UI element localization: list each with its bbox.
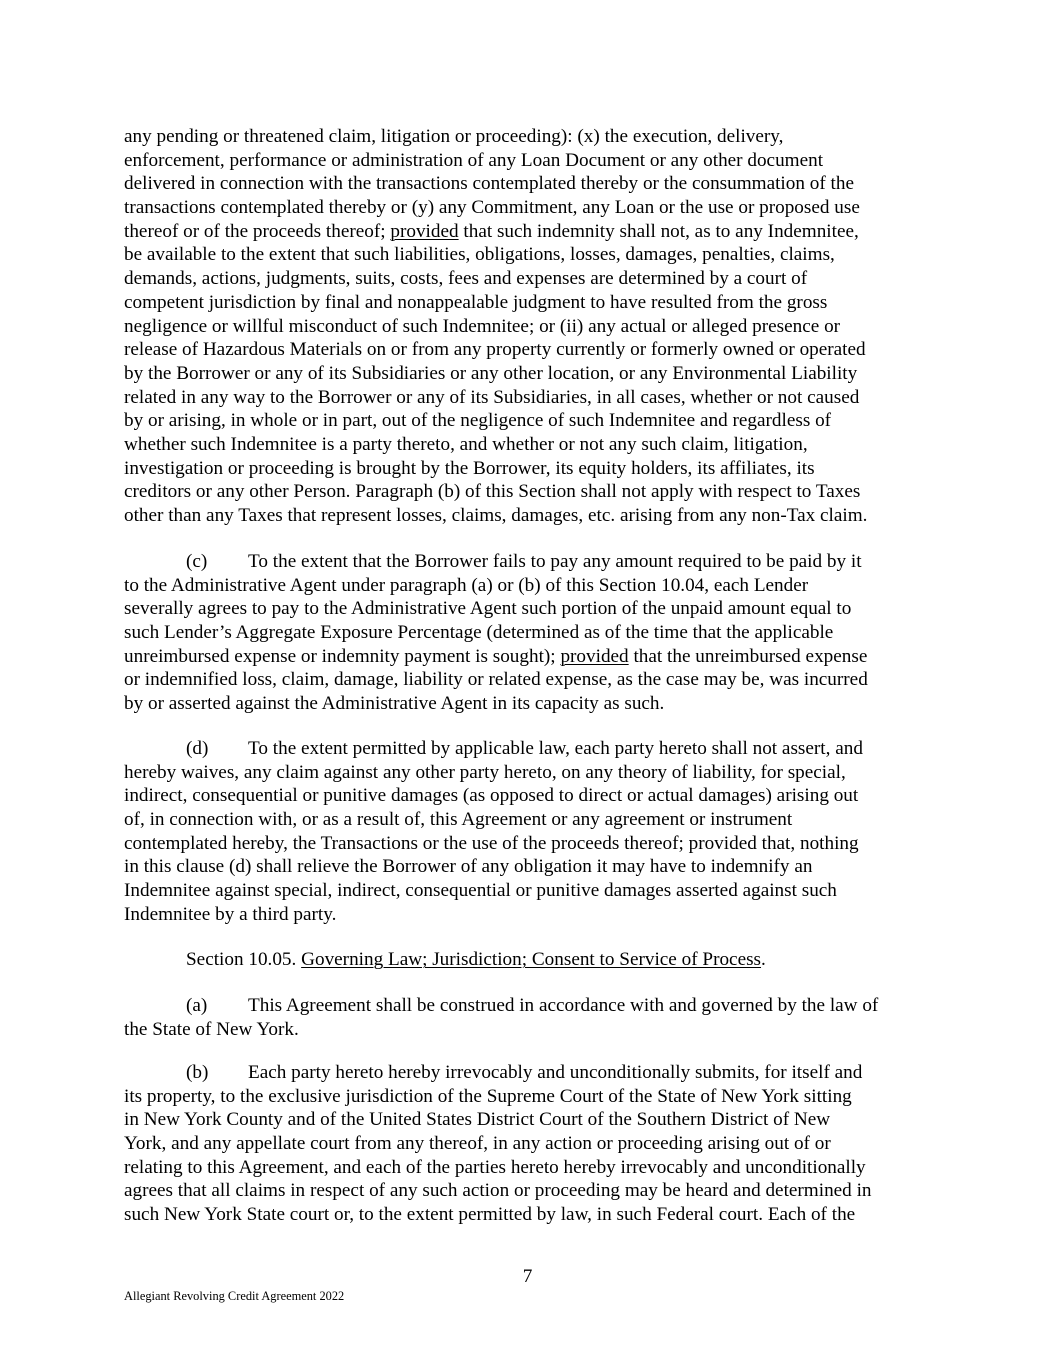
clause-label: (d) [186, 738, 209, 759]
section-title: Governing Law; Jurisdiction; Consent to Service of Process [301, 949, 762, 970]
text-fragment: that the unreimbursed expense [628, 645, 868, 667]
paragraph-a [124, 994, 954, 1041]
paragraph-b-jurisdiction [124, 1061, 954, 1227]
text-line [124, 550, 954, 574]
text-line: any pending or threatened claim, litigation or proceeding): (x) the execution, delivery, [124, 126, 784, 147]
text-line: by the Borrower or any of its Subsidiaries or any other location, or any Environmental Liability [124, 362, 858, 384]
text-line: severally agrees to pay to the Administrative Agent such portion of the unpaid amount equal to [124, 598, 852, 620]
text-line: contemplated hereby, the Transactions or the use of the proceeds thereof; provided that, nothing [124, 832, 859, 854]
text-line: in this clause (d) shall relieve the Borrower of any obligation it may have to indemnify an [124, 856, 813, 878]
text-fragment: To the extent that the Borrower fails to pay any amount required to be paid by it [248, 551, 862, 572]
text-line: or indemnified loss, claim, damage, liability or related expense, as the case may be, was incurred [124, 669, 868, 691]
text-line [124, 220, 954, 244]
text-line: by or asserted against the Administrative Agent in its capacity as such. [124, 693, 665, 715]
text-line: relating to this Agreement, and each of the parties hereto hereby irrevocably and unconditionally [124, 1156, 866, 1178]
text-line: release of Hazardous Materials on or from any property currently or formerly owned or operated [124, 339, 866, 361]
text-line: agrees that all claims in respect of any such action or proceeding may be heard and determined in [124, 1180, 872, 1202]
text-line: be available to the extent that such liabilities, obligations, losses, damages, penalties, claims, [124, 244, 835, 266]
clause-label: (a) [186, 995, 208, 1016]
text-line: its property, to the exclusive jurisdiction of the Supreme Court of the State of New York sitting [124, 1085, 852, 1107]
page-number: 7 [522, 1266, 533, 1287]
text-line: indirect, consequential or punitive damages (as opposed to direct or actual damages) arising out [124, 785, 859, 807]
text-line: related in any way to the Borrower or any of its Subsidiaries, in all cases, whether or not caused [124, 386, 860, 408]
text-line [124, 948, 954, 972]
text-line: transactions contemplated thereby or (y) any Commitment, any Loan or the use or proposed use [124, 197, 860, 219]
text-line: negligence or willful misconduct of such Indemnitee; or (ii) any actual or alleged presence or [124, 315, 841, 337]
text-fragment: . [761, 949, 766, 970]
paragraph-b-continuation [124, 125, 954, 528]
text-fragment: that such indemnity shall not, as to any Indemnitee, [458, 220, 859, 242]
text-line: in New York County and of the United States District Court of the Southern District of New [124, 1109, 831, 1131]
section-number: Section 10.05. [186, 949, 302, 970]
paragraph-c [124, 550, 954, 716]
text-fragment: Each party hereto hereby irrevocably and unconditionally submits, for itself and [248, 1062, 863, 1083]
text-line: such New York State court or, to the extent permitted by law, in such Federal court. Each of the [124, 1204, 856, 1226]
text-line: whether such Indemnitee is a party thereto, and whether or not any such claim, litigation, [124, 433, 808, 455]
text-line: competent jurisdiction by final and nonappealable judgment to have resulted from the gross [124, 291, 828, 313]
text-line: to the Administrative Agent under paragraph (a) or (b) of this Section 10.04, each Lender [124, 574, 809, 596]
text-line: of, in connection with, or as a result of, this Agreement or any agreement or instrument [124, 809, 793, 831]
text-line: enforcement, performance or administration of any Loan Document or any other document [124, 149, 824, 171]
text-line: hereby waives, any claim against any other party hereto, on any theory of liability, for special, [124, 761, 846, 783]
text-fragment: This Agreement shall be construed in accordance with and governed by the law of [248, 995, 879, 1016]
text-fragment: To the extent permitted by applicable law, each party hereto shall not assert, and [248, 738, 863, 759]
clause-label: (c) [186, 551, 208, 572]
paragraph-d [124, 737, 954, 927]
text-line [124, 645, 954, 669]
text-line [124, 994, 954, 1018]
text-line [124, 737, 954, 761]
text-line: creditors or any other Person. Paragraph (b) of this Section shall not apply with respect to Taxes [124, 481, 861, 503]
text-fragment: unreimbursed expense or indemnity payment is sought); [124, 645, 561, 667]
section-heading [124, 948, 954, 972]
clause-label: (b) [186, 1062, 209, 1083]
text-line: other than any Taxes that represent losses, claims, damages, etc. arising from any non-Tax claim. [124, 505, 868, 526]
text-line: Indemnitee against special, indirect, consequential or punitive damages asserted against such [124, 880, 837, 902]
text-line: investigation or proceeding is brought by the Borrower, its equity holders, its affiliates, its [124, 457, 815, 479]
provided-term: provided [390, 220, 459, 242]
provided-term: provided [560, 645, 629, 667]
text-line [124, 1061, 954, 1085]
text-line: York, and any appellate court from any thereof, in any action or proceeding arising out of or [124, 1133, 831, 1155]
text-line: Indemnitee by a third party. [124, 903, 337, 925]
text-fragment: thereof or of the proceeds thereof; [124, 220, 391, 242]
text-line: delivered in connection with the transactions contemplated thereby or the consummation of the [124, 173, 854, 195]
text-line: demands, actions, judgments, suits, costs, fees and expenses are determined by a court of [124, 268, 808, 290]
text-line: by or arising, in whole or in part, out of the negligence of such Indemnitee and regardless of [124, 410, 832, 432]
text-line: the State of New York. [124, 1018, 299, 1040]
footer-document-title: Allegiant Revolving Credit Agreement 2022 [124, 1289, 345, 1303]
text-line: such Lender’s Aggregate Exposure Percentage (determined as of the time that the applicable [124, 622, 834, 644]
